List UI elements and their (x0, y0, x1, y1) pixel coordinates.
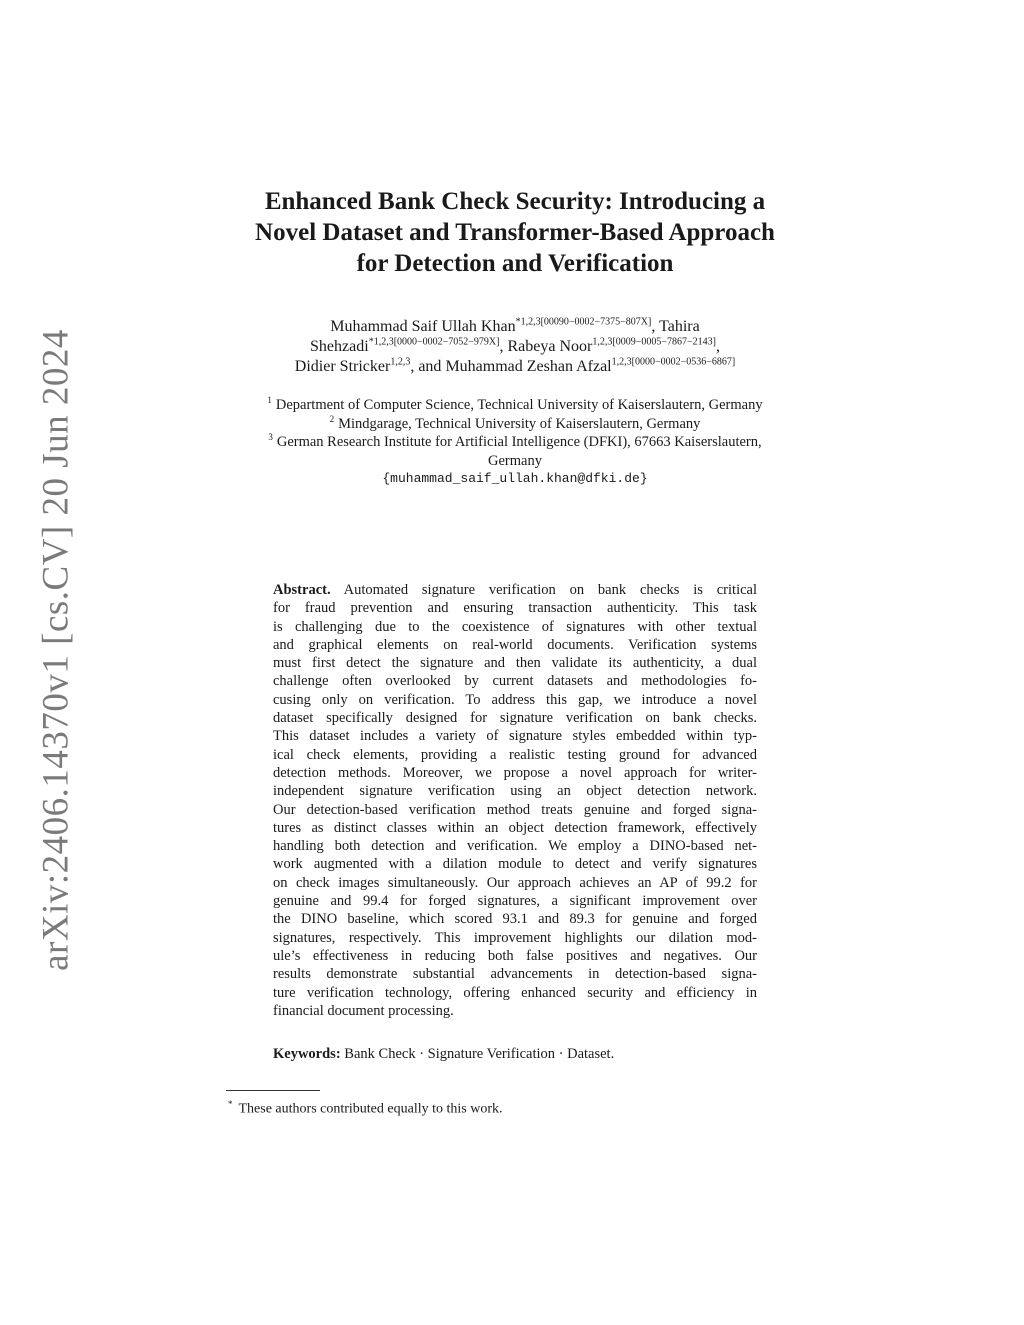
author-name: Muhammad Saif Ullah Khan (330, 318, 516, 335)
affiliation-number: 3 (268, 432, 273, 443)
arxiv-identifier-stamp: arXiv:2406.14370v1 [cs.CV] 20 Jun 2024 (35, 329, 77, 971)
author-line: Didier Stricker$^{1,2,3}$, and Muhammad Zeshan Afzal$^{1,2,3[0000-0002-0536-6867]}$ (294, 356, 736, 375)
abstract-line: results demonstrate substantial advancements in detection-based signa- (273, 966, 757, 983)
paper-title (180, 186, 850, 279)
abstract-line: cusing only on verification. To address this gap, we introduce a novel (273, 691, 757, 708)
author-affiliation-mark: 1,2,3[0000−0002−0536−6867] (611, 356, 736, 368)
abstract-line (273, 581, 757, 599)
affiliation-number: 1 (267, 395, 272, 406)
author-name: Rabeya Noor (507, 338, 593, 355)
footnote-divider (226, 1090, 320, 1091)
affiliation-item (200, 415, 830, 434)
abstract-line: the DINO baseline, which scored 93.1 and 89.3 for genuine and forged (273, 911, 757, 928)
title-line: Enhanced Bank Check Security: Introducing a (264, 188, 766, 215)
abstract-line: This dataset includes a variety of signature styles embedded within typ- (273, 728, 757, 745)
abstract-label: Abstract. (273, 582, 331, 598)
abstract-line: challenge often overlooked by current datasets and methodologies fo- (273, 673, 757, 690)
author-line: Shehzadi$^{*1,2,3[0000-0002-7052-979X]}$, Rabeya Noor$^{1,2,3[0009-0005-7867-2143]}$, (310, 336, 720, 355)
affiliation-list (200, 396, 830, 489)
title-line: Novel Dataset and Transformer-Based Approach (255, 219, 775, 246)
author-affiliation-mark: *1,2,3[00090−0002−7375−807X] (515, 316, 652, 328)
author-affiliation-mark: 1,2,3 (390, 356, 411, 368)
abstract-line: independent signature verification using an object detection network. (273, 783, 757, 800)
author-list (200, 317, 830, 377)
abstract-line: ical check elements, providing a realistic testing ground for advanced (273, 746, 757, 763)
abstract-line: genuine and 99.4 for forged signatures, a significant improvement over (273, 893, 757, 910)
abstract-line: is challenging due to the coexistence of signatures with other textual (273, 618, 757, 635)
abstract-line: for fraud prevention and ensuring transaction authenticity. This task (273, 600, 757, 617)
author-name: Tahira (659, 318, 700, 335)
affiliation-text: Mindgarage, Technical University of Kaiserslautern, Germany (338, 415, 701, 432)
abstract-line: ture verification technology, offering enhanced security and efficiency in (273, 984, 757, 1001)
abstract-line: and graphical elements on real-world documents. Verification systems (273, 636, 757, 653)
abstract-line: signatures, respectively. This improvement highlights our dilation mod- (273, 929, 757, 946)
affiliation-continuation: Germany (488, 452, 542, 469)
abstract-line: financial document processing. (273, 1002, 454, 1019)
footnote-mark: * (228, 1099, 233, 1109)
author-line: Muhammad Saif Ullah Khan$^{*1,2,3[00090-0002-7375-807X]}$, Tahira (330, 316, 700, 335)
abstract-line: detection methods. Moreover, we propose a novel approach for writer- (273, 764, 757, 781)
author-affiliation-mark: 1,2,3[0009−0005−7867−2143] (592, 336, 716, 348)
affiliation-item (200, 396, 830, 415)
abstract-line: on check images simultaneously. Our approach achieves an AP of 99.2 for (273, 874, 757, 891)
abstract-line: work augmented with a dilation module to detect and verify signatures (273, 856, 757, 873)
keywords-section (273, 1045, 757, 1063)
affiliation-item (200, 433, 830, 452)
keywords-text: Bank Check · Signature Verification · Dataset. (344, 1046, 615, 1062)
keywords-label: Keywords: (273, 1046, 341, 1062)
author-affiliation-mark: *1,2,3[0000−0002−7052−979X] (368, 336, 500, 348)
abstract-line: tures as distinct classes within an object detection framework, effectively (273, 819, 757, 836)
abstract-text: Automated signature verification on bank checks is critical (343, 582, 757, 598)
author-conjunction: and (418, 358, 442, 375)
author-name: Didier Stricker (294, 358, 391, 375)
affiliation-text: Department of Computer Science, Technical University of Kaiserslautern, Germany (275, 397, 763, 413)
abstract-section (273, 581, 757, 1020)
abstract-line: must first detect the signature and then validate its authenticity, a dual (273, 655, 757, 672)
author-name: Muhammad Zeshan Afzal (445, 358, 612, 375)
abstract-line: dataset specifically designed for signature verification on bank checks. (273, 710, 757, 727)
footnote (228, 1095, 503, 1119)
contact-email: {muhammad_saif_ullah.khan@dfki.de} (382, 471, 648, 486)
affiliation-text: German Research Institute for Artificial Intelligence (DFKI), 67663 Kaiserslautern, (276, 434, 762, 450)
title-line: for Detection and Verification (356, 250, 674, 277)
abstract-line: Our detection-based verification method treats genuine and forged signa- (273, 801, 757, 818)
abstract-line: ule’s effectiveness in reducing both false positives and negatives. Our (273, 947, 757, 964)
author-name: Shehzadi (310, 338, 369, 355)
footnote-text: These authors contributed equally to this work. (238, 1101, 503, 1117)
affiliation-number: 2 (329, 413, 335, 424)
abstract-line: handling both detection and verification. We employ a DINO-based net- (273, 838, 757, 855)
